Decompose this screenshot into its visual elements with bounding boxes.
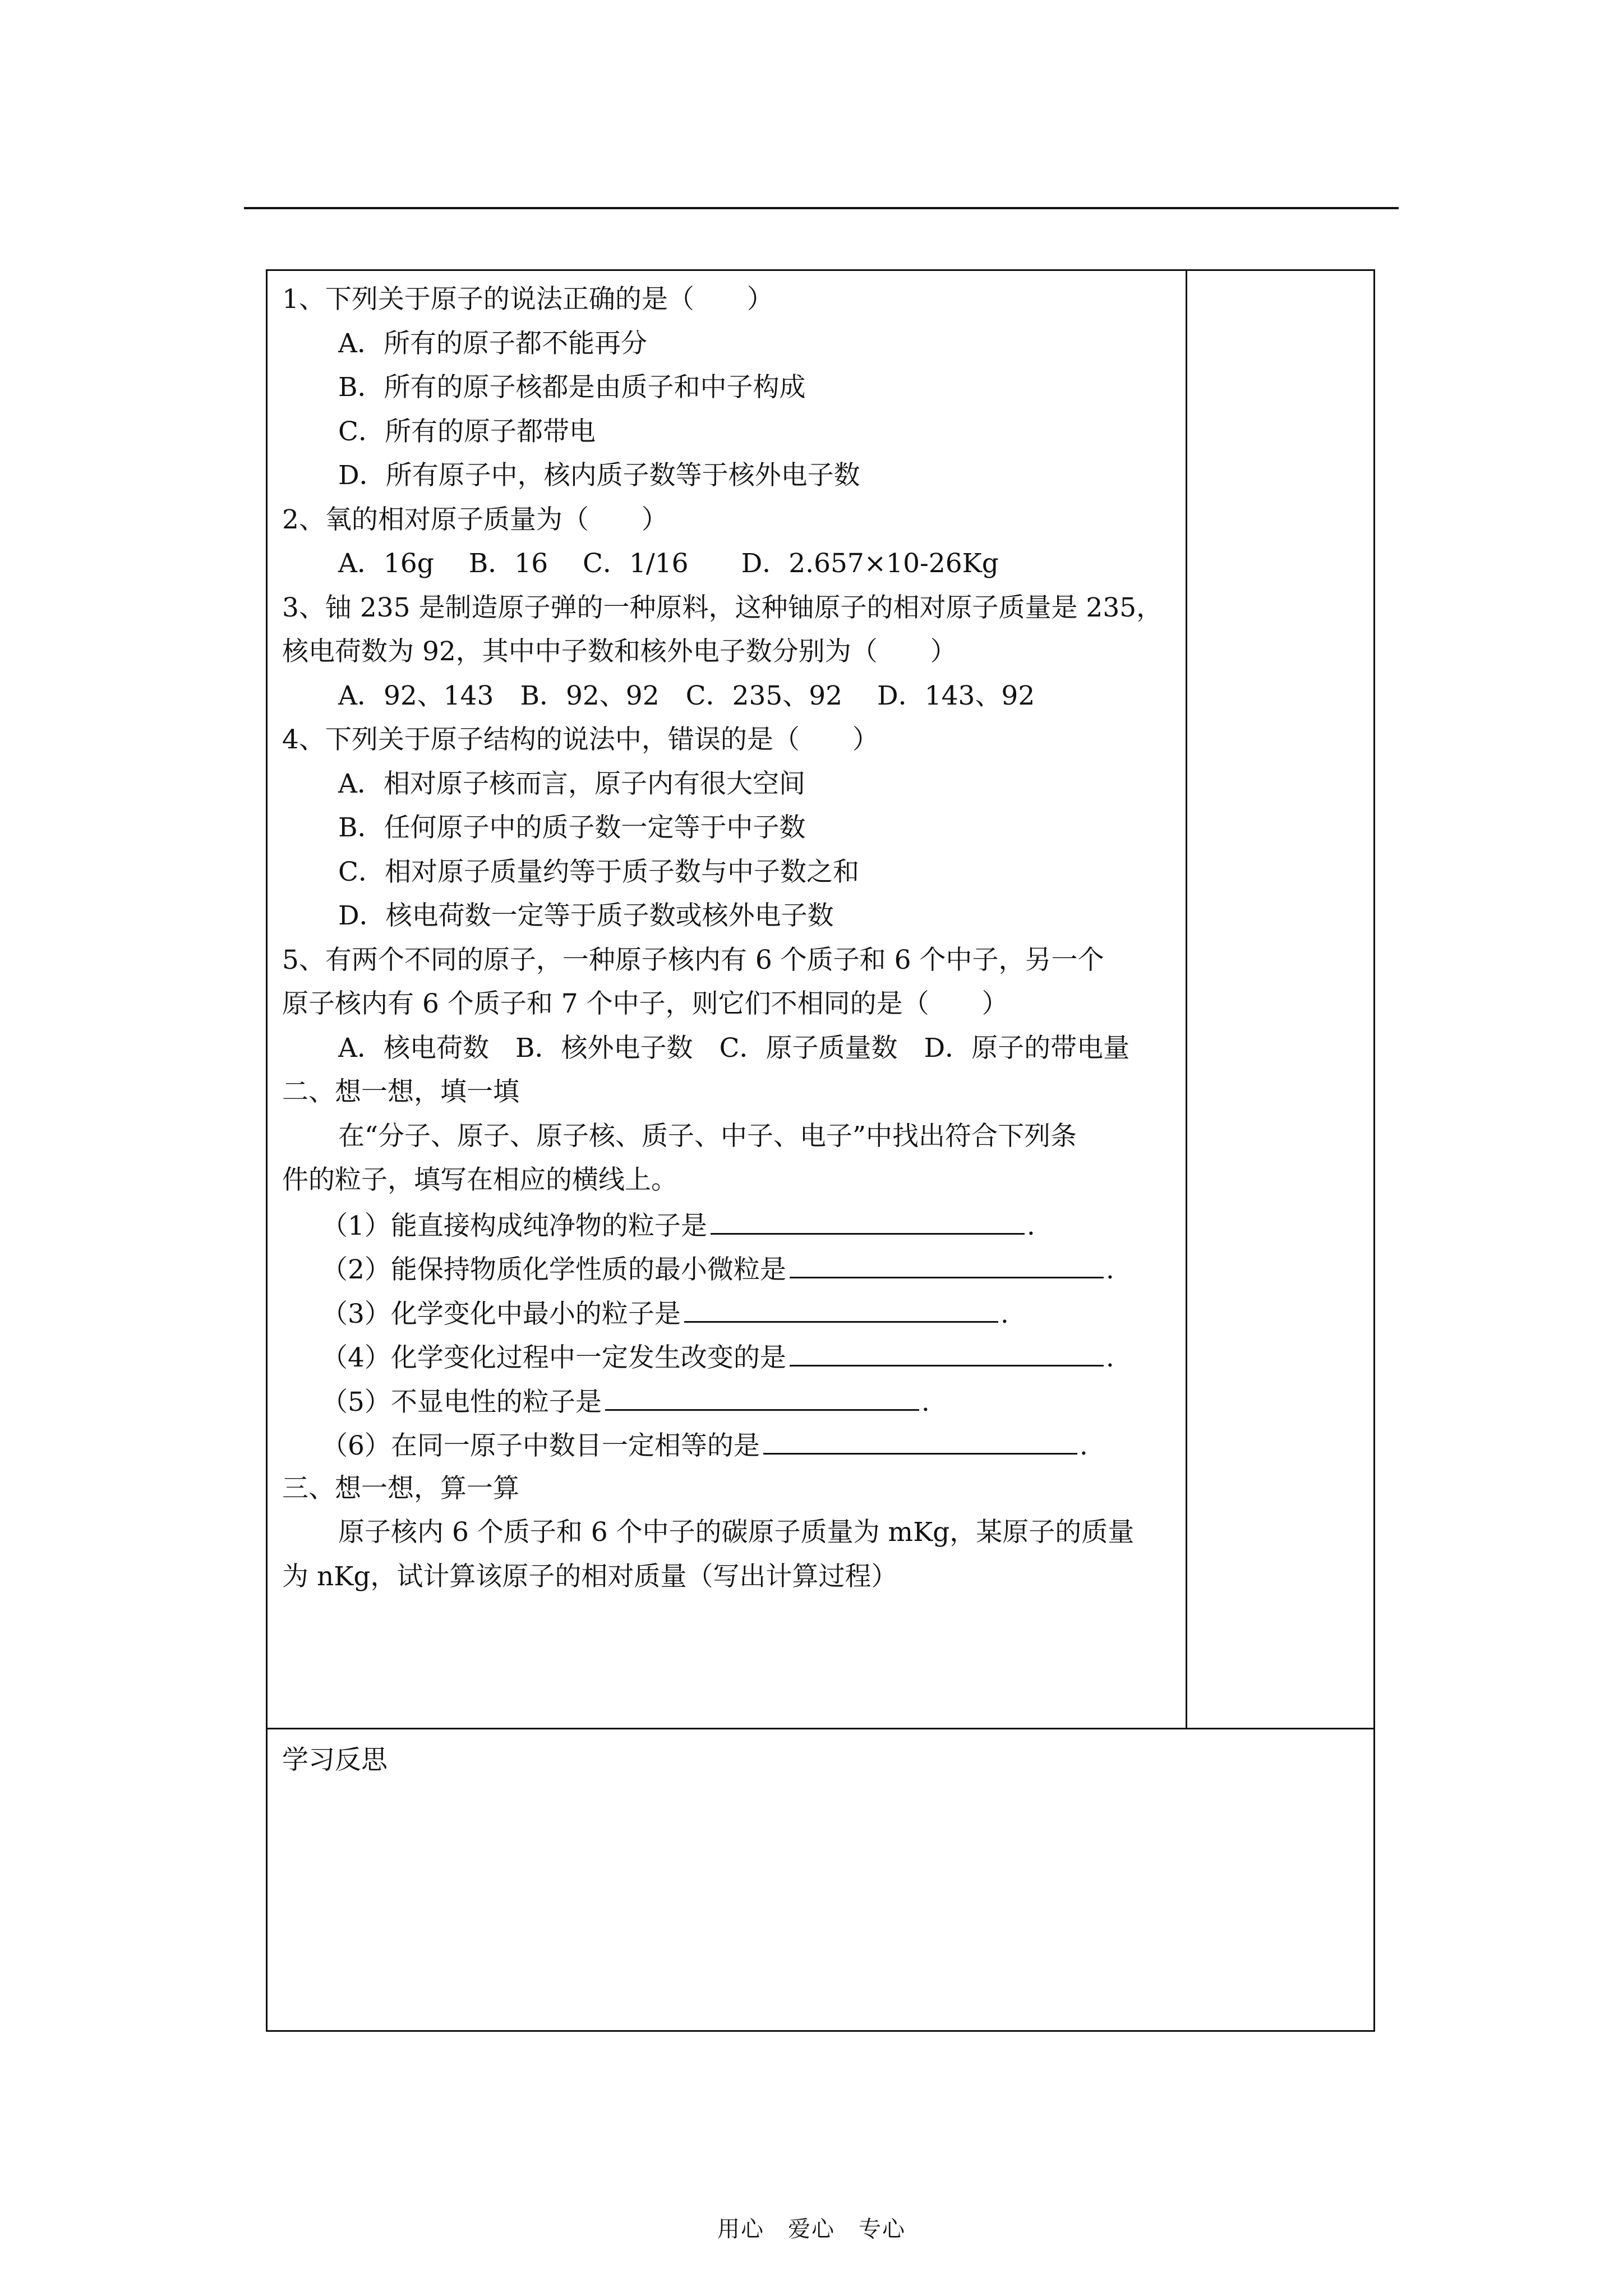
fill-item-4-period: . (1105, 1342, 1114, 1373)
section2-intro-line2: 件的粒子，填写在相应的横线上。 (282, 1165, 677, 1195)
fill-item-3-label: （3）化学变化中最小的粒子是 (321, 1298, 681, 1329)
fill-item-2 (282, 1246, 1186, 1291)
questions-cell (268, 271, 1187, 1729)
section2-heading: 二、想一想，填一填 (282, 1076, 519, 1107)
fill-item-1-period: . (1026, 1210, 1035, 1241)
fill-item-6-period: . (1079, 1430, 1088, 1461)
fill-item-2-label: （2）能保持物质化学性质的最小微粒是 (321, 1254, 786, 1285)
q1-stem: 1、下列关于原子的说法正确的是（ ） (282, 284, 773, 315)
answer-blank-2[interactable] (790, 1246, 1104, 1278)
reflection-label: 学习反思 (282, 1745, 388, 1775)
fill-item-3 (282, 1291, 1186, 1335)
q5-stem-line1: 5、有两个不同的原子，一种原子核内有 6 个质子和 6 个中子，另一个 (282, 944, 1104, 976)
q5-stem-line2: 原子核内有 6 个质子和 7 个中子，则它们不相同的是（ ） (282, 988, 1008, 1019)
q1-option-a: A．所有的原子都不能再分 (338, 328, 647, 359)
worksheet-table (266, 269, 1375, 2032)
fill-item-6-label: （6）在同一原子中数目一定相等的是 (321, 1430, 760, 1461)
header-rule (244, 207, 1399, 209)
fill-item-5-label: （5）不显电性的粒子是 (321, 1386, 602, 1418)
fill-item-4-label: （4）化学变化过程中一定发生改变的是 (321, 1342, 786, 1373)
fill-item-5 (282, 1379, 1186, 1423)
q1-option-b: B．所有的原子核都是由质子和中子构成 (338, 372, 806, 403)
q1-option-d: D．所有原子中，核内质子数等于核外电子数 (338, 460, 860, 491)
q2-stem: 2、氧的相对原子质量为（ ） (282, 504, 668, 535)
answer-blank-1[interactable] (711, 1203, 1025, 1235)
q4-option-a: A．相对原子核而言，原子内有很大空间 (338, 768, 805, 799)
fill-item-1 (282, 1203, 1186, 1247)
q3-options: A．92、143 B．92、92 C．235、92 D．143、92 (338, 680, 1035, 711)
fill-item-5-period: . (921, 1386, 930, 1418)
fill-item-2-period: . (1105, 1254, 1114, 1285)
answer-blank-4[interactable] (790, 1335, 1104, 1366)
section3-body-line2: 为 nKg，试计算该原子的相对质量（写出计算过程） (282, 1561, 898, 1592)
section3-heading: 三、想一想，算一算 (282, 1473, 519, 1504)
fill-item-6 (282, 1423, 1186, 1467)
q4-stem: 4、下列关于原子结构的说法中，错误的是（ ） (282, 724, 879, 755)
fill-item-4 (282, 1335, 1186, 1379)
q4-option-b: B．任何原子中的质子数一定等于中子数 (338, 812, 806, 843)
q2-options: A．16g B．16 C．1/16 D．2.657×10-26Kg (338, 548, 999, 579)
fill-item-3-period: . (1000, 1298, 1009, 1329)
fill-item-1-label: （1）能直接构成纯净物的粒子是 (321, 1210, 707, 1241)
q4-option-c: C．相对原子质量约等于质子数与中子数之和 (338, 856, 859, 887)
page-footer: 用心 爱心 专心 (717, 2216, 906, 2242)
q1-option-c: C．所有的原子都带电 (338, 416, 596, 447)
reflection-cell[interactable] (268, 1729, 1375, 2030)
section3-body-line1: 原子核内 6 个质子和 6 个中子的碳原子质量为 mKg，某原子的质量 (338, 1517, 1135, 1548)
q3-stem-line2: 核电荷数为 92，其中中子数和核外电子数分别为（ ） (282, 636, 957, 667)
answer-blank-3[interactable] (684, 1291, 998, 1323)
section2-intro-line1: 在“分子、原子、原子核、质子、中子、电子”中找出符合下列条 (338, 1120, 1077, 1152)
answer-blank-5[interactable] (605, 1379, 919, 1411)
answer-blank-6[interactable] (763, 1423, 1077, 1455)
q3-stem-line1: 3、铀 235 是制造原子弹的一种原料，这种铀原子的相对原子质量是 235， (282, 592, 1163, 623)
notes-column[interactable] (1187, 271, 1375, 1729)
q4-option-d: D．核电荷数一定等于质子数或核外电子数 (338, 900, 834, 931)
q5-options: A．核电荷数 B．核外电子数 C．原子质量数 D．原子的带电量 (338, 1032, 1130, 1064)
